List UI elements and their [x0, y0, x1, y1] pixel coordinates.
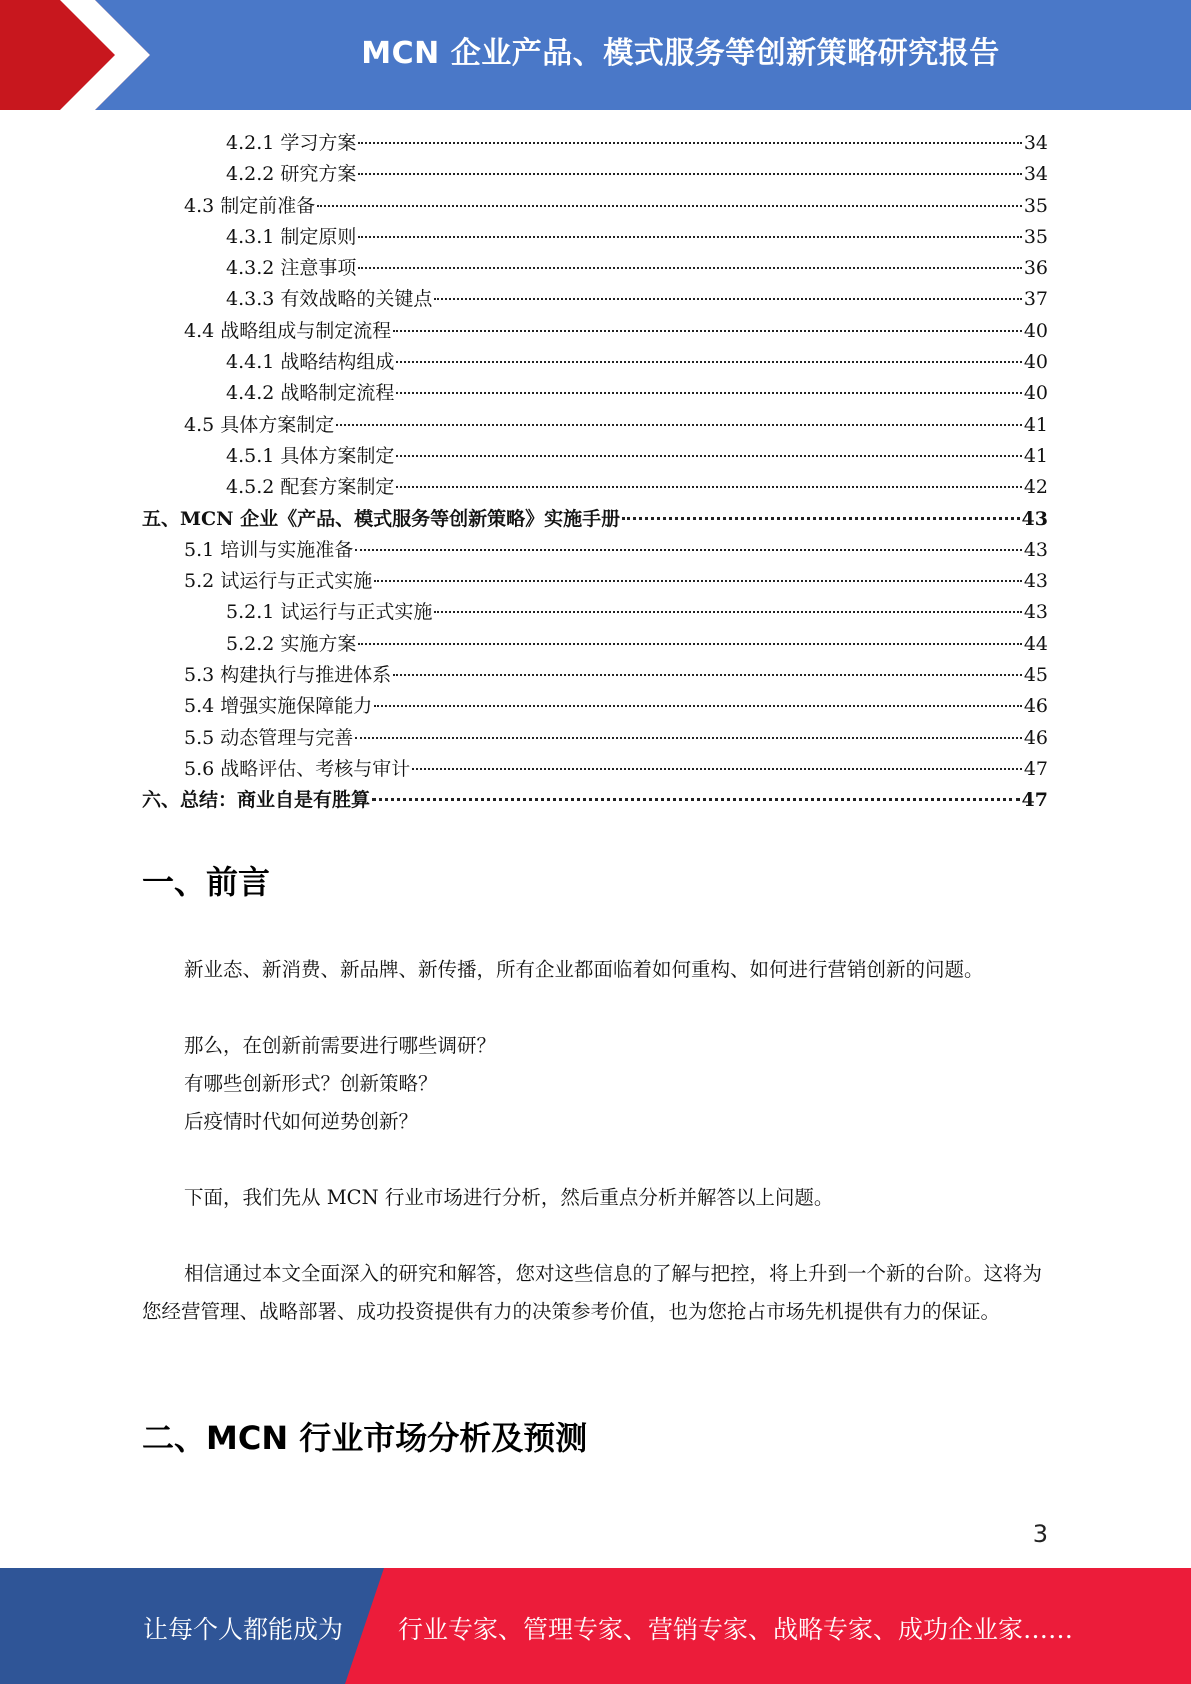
page-footer [0, 1568, 1191, 1684]
toc-leader-dots [336, 424, 1022, 426]
toc-entry-page: 34 [1023, 132, 1048, 154]
toc-entry-label: 5.2.2 实施方案 [226, 632, 357, 655]
toc-entry-page: 43 [1023, 570, 1048, 593]
toc-entry[interactable] [142, 629, 1048, 660]
toc-leader-dots [412, 768, 1022, 770]
toc-entry-label: 5.1 培训与实施准备 [184, 538, 354, 561]
toc-entry[interactable] [142, 253, 1048, 284]
toc-entry-label: 4.5 具体方案制定 [184, 413, 335, 436]
toc-entry[interactable] [142, 128, 1048, 159]
toc-entry-label: 4.2.2 研究方案 [226, 163, 357, 186]
toc-leader-dots [358, 643, 1021, 645]
toc-entry-page: 41 [1023, 444, 1048, 467]
toc-entry[interactable] [142, 222, 1048, 253]
toc-entry[interactable] [142, 504, 1048, 535]
toc-leader-dots [372, 798, 1020, 801]
toc-entry[interactable] [142, 597, 1048, 628]
toc-leader-dots [374, 580, 1022, 582]
toc-entry-label: 5.5 动态管理与完善 [184, 726, 354, 749]
toc-entry-label: 4.3.1 制定原则 [226, 225, 357, 248]
toc-entry[interactable] [142, 191, 1048, 222]
toc-leader-dots [393, 674, 1022, 676]
question-item: 后疫情时代如何逆势创新？ [184, 1110, 419, 1133]
toc-entry-label: 五、MCN 企业《产品、模式服务等创新策略》实施手册 [142, 507, 621, 530]
toc-leader-dots [396, 486, 1021, 488]
toc-entry-label: 4.4.1 战略结构组成 [226, 351, 395, 374]
toc-entry-label: 5.3 构建执行与推进体系 [184, 664, 392, 687]
toc-entry[interactable] [142, 441, 1048, 472]
question-item: 那么，在创新前需要进行哪些调研？ [184, 1034, 497, 1057]
toc-entry[interactable] [142, 316, 1048, 347]
toc-entry-label: 4.3.3 有效战略的关键点 [226, 288, 433, 311]
toc-entry-page: 46 [1023, 726, 1048, 749]
toc-entry-label: 六、总结：商业自是有胜算 [142, 789, 371, 812]
toc-entry-page: 36 [1023, 257, 1048, 280]
document-title: MCN 企业产品、模式服务等创新策略研究报告 [361, 36, 1000, 71]
toc-leader-dots [396, 455, 1021, 457]
toc-leader-dots [355, 549, 1022, 551]
toc-leader-dots [374, 705, 1022, 707]
toc-entry[interactable] [142, 347, 1048, 378]
toc-entry[interactable] [142, 378, 1048, 409]
toc-entry-label: 4.5.2 配套方案制定 [226, 476, 395, 499]
toc-leader-dots [396, 392, 1021, 394]
toc-entry[interactable] [142, 754, 1048, 785]
toc-leader-dots [434, 611, 1021, 613]
toc-leader-dots [355, 737, 1022, 739]
section-heading-preface: 一、前言 [142, 863, 271, 901]
toc-entry-page: 43 [1023, 538, 1048, 561]
toc-leader-dots [393, 330, 1022, 332]
section-heading-market-analysis: 二、MCN 行业市场分析及预测 [142, 1419, 588, 1457]
toc-entry-page: 46 [1023, 695, 1048, 718]
page-number: 3 [1032, 1520, 1048, 1548]
toc-entry-page: 43 [1021, 507, 1048, 530]
toc-entry-label: 5.2 试运行与正式实施 [184, 570, 373, 593]
toc-leader-dots [358, 267, 1021, 269]
toc-entry-label: 4.3.2 注意事项 [226, 257, 357, 280]
toc-entry-label: 4.5.1 具体方案制定 [226, 444, 395, 467]
table-of-contents [142, 128, 1048, 817]
page-header [0, 0, 1191, 110]
toc-leader-dots [434, 298, 1021, 300]
toc-entry-label: 5.6 战略评估、考核与审计 [184, 757, 411, 780]
toc-entry[interactable] [142, 535, 1048, 566]
paragraph: 下面，我们先从 MCN 行业市场进行分析，然后重点分析并解答以上问题。 [184, 1186, 834, 1209]
toc-leader-dots [358, 236, 1021, 238]
toc-entry-label: 4.4 战略组成与制定流程 [184, 319, 392, 342]
toc-leader-dots [358, 142, 1021, 144]
toc-entry-page: 40 [1023, 351, 1048, 374]
toc-entry-page: 43 [1023, 601, 1048, 624]
toc-entry[interactable] [142, 691, 1048, 722]
toc-entry[interactable] [142, 472, 1048, 503]
question-item: 有哪些创新形式？创新策略？ [184, 1072, 438, 1095]
toc-entry-page: 47 [1021, 789, 1048, 812]
footer-slogan: 让每个人都能成为 [143, 1615, 344, 1644]
toc-entry-page: 37 [1023, 288, 1048, 311]
toc-entry[interactable] [142, 410, 1048, 441]
toc-entry-page: 42 [1023, 476, 1048, 499]
toc-entry-page: 41 [1023, 413, 1048, 436]
toc-leader-dots [358, 173, 1021, 175]
toc-entry-label: 4.3 制定前准备 [184, 194, 316, 217]
toc-entry-page: 35 [1023, 225, 1048, 248]
toc-entry-label: 5.2.1 试运行与正式实施 [226, 601, 433, 624]
toc-entry-label: 4.2.1 学习方案 [226, 132, 357, 154]
toc-entry-page: 40 [1023, 319, 1048, 342]
toc-entry-page: 45 [1023, 664, 1048, 687]
toc-leader-dots [622, 517, 1019, 520]
question-list [142, 1027, 1048, 1141]
toc-entry-label: 5.4 增强实施保障能力 [184, 695, 373, 718]
toc-leader-dots [317, 205, 1022, 207]
toc-entry-page: 40 [1023, 382, 1048, 405]
toc-entry-page: 34 [1023, 163, 1048, 186]
toc-leader-dots [396, 361, 1021, 363]
footer-tagline: 行业专家、管理专家、营销专家、战略专家、成功企业家…… [398, 1615, 1074, 1644]
toc-entry[interactable] [142, 785, 1048, 816]
toc-entry-page: 35 [1023, 194, 1048, 217]
toc-entry[interactable] [142, 159, 1048, 190]
paragraph: 新业态、新消费、新品牌、新传播，所有企业都面临着如何重构、如何进行营销创新的问题。 [184, 958, 984, 981]
toc-entry[interactable] [142, 284, 1048, 315]
toc-entry[interactable] [142, 723, 1048, 754]
toc-entry[interactable] [142, 660, 1048, 691]
paragraph: 相信通过本文全面深入的研究和解答，您对这些信息的了解与把控，将上升到一个新的台阶。这将为您经营管理、战略部署、成功投资提供有力的决策参考价值，也为您抢占市场先机提供有力的保证。 [142, 1262, 1043, 1323]
toc-entry-label: 4.4.2 战略制定流程 [226, 382, 395, 405]
toc-entry-page: 44 [1023, 632, 1048, 655]
toc-entry[interactable] [142, 566, 1048, 597]
toc-entry-page: 47 [1023, 757, 1048, 780]
